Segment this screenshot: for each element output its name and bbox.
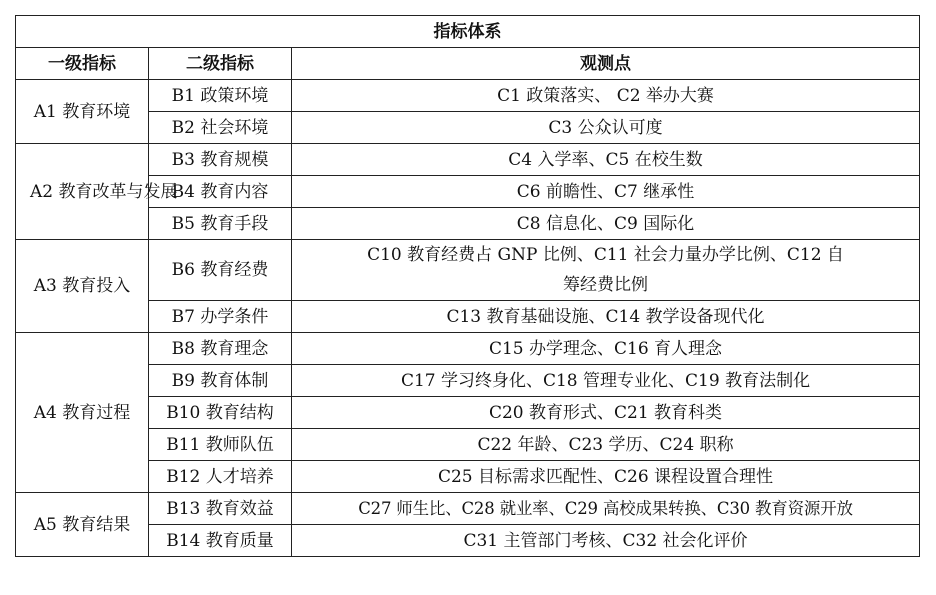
table-row: [16, 461, 920, 493]
level2-cell: B10 教育结构: [149, 397, 292, 429]
level2-cell: B3 教育规模: [149, 144, 292, 176]
level1-cell-a2: [16, 144, 178, 240]
table-row: [16, 80, 920, 112]
level2-cell: B4 教育内容: [149, 176, 292, 208]
level3-cell: C31 主管部门考核、C32 社会化评价: [292, 525, 920, 557]
level3-cell: C1 政策落实、 C2 举办大赛: [292, 80, 920, 112]
table-row: [16, 333, 920, 365]
table-row: [16, 493, 920, 525]
level3-cell: C15 办学理念、C16 育人理念: [292, 333, 920, 365]
table-row: [16, 525, 920, 557]
table-row: [16, 301, 920, 333]
level1-label: A2 教育改革与发展: [30, 181, 178, 202]
table-row: [16, 112, 920, 144]
level3-text: C10 教育经费占 GNP 比例、C11 社会力量办学比例、C12 自筹经费比例: [367, 245, 844, 295]
level2-cell: B9 教育体制: [149, 365, 292, 397]
cropped-body-text: [70, 586, 870, 595]
level2-cell: B12 人才培养: [149, 461, 292, 493]
header-level1: 一级指标: [16, 48, 149, 80]
header-level3: 观测点: [292, 48, 920, 80]
level3-cell: C4 入学率、C5 在校生数: [292, 144, 920, 176]
level1-cell-a3: A3 教育投入: [16, 240, 149, 333]
level3-cell: C25 目标需求匹配性、C26 课程设置合理性: [292, 461, 920, 493]
level3-cell: C27 师生比、C28 就业率、C29 高校成果转换、C30 教育资源开放: [292, 493, 920, 525]
level2-cell: B1 政策环境: [149, 80, 292, 112]
indicator-table: [15, 15, 920, 557]
level2-cell: B8 教育理念: [149, 333, 292, 365]
table-title: 指标体系: [16, 16, 920, 48]
level1-cell-a5: A5 教育结果: [16, 493, 149, 557]
level1-cell-a1: A1 教育环境: [16, 80, 149, 144]
table-row: [16, 397, 920, 429]
level2-cell: B11 教师队伍: [149, 429, 292, 461]
level1-cell-a4: A4 教育过程: [16, 333, 149, 493]
level3-cell: C22 年龄、C23 学历、C24 职称: [292, 429, 920, 461]
table-row: [16, 208, 920, 240]
level3-cell: C3 公众认可度: [292, 112, 920, 144]
level3-cell: C6 前瞻性、C7 继承性: [292, 176, 920, 208]
table-row: [16, 365, 920, 397]
level3-cell: C13 教育基础设施、C14 教学设备现代化: [292, 301, 920, 333]
level3-cell: C17 学习终身化、C18 管理专业化、C19 教育法制化: [292, 365, 920, 397]
level2-cell: B5 教育手段: [149, 208, 292, 240]
level2-cell: B14 教育质量: [149, 525, 292, 557]
table-row: [16, 429, 920, 461]
table-row: [16, 144, 920, 176]
level3-cell: [292, 240, 920, 301]
level2-cell: B7 办学条件: [149, 301, 292, 333]
table-row: [16, 240, 920, 301]
level2-cell: B2 社会环境: [149, 112, 292, 144]
level3-cell: C20 教育形式、C21 教育科类: [292, 397, 920, 429]
level2-cell: B6 教育经费: [149, 240, 292, 301]
header-level2: 二级指标: [149, 48, 292, 80]
level2-cell: B13 教育效益: [149, 493, 292, 525]
level3-cell: C8 信息化、C9 国际化: [292, 208, 920, 240]
